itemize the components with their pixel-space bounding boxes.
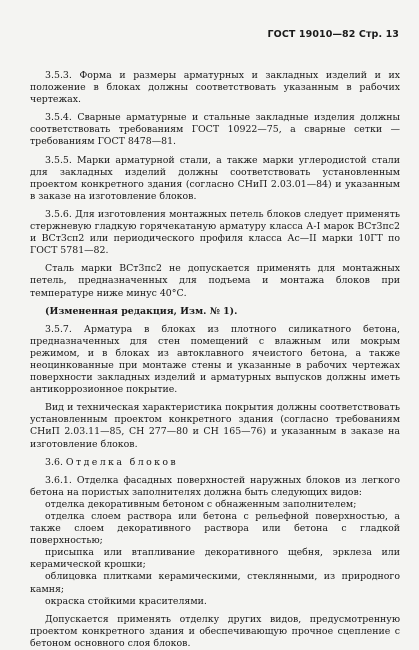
paragraph-3-6-1: 3.6.1. Отделка фасадных поверхностей наружных блоков из легкого бетона на пористых заполнителях должна быть следующих видов: — [30, 474, 400, 498]
paragraph-3-5-7: 3.5.7. Арматура в блоках из плотного силикатного бетона, предназначенных для стен помещений с влажным или мокрым режимом, и в блоках из автоклавного ячеистого бетона, а также неоцинкованные при монтаже стены и указанные в рабочих чертежах поверхности закладных изделий и арматурных выпусков должны иметь антикоррозионное покрытие. — [30, 323, 400, 396]
section-heading-3-6 — [30, 457, 400, 469]
finish-item-5: окраска стойкими красителями. — [45, 595, 207, 607]
paragraph-3-5-5: 3.5.5. Марки арматурной стали, а также марки углеродистой стали для закладных изделий должны соответствовать установленным проектом конкретного здания (согласно СНиП 2.03.01—84) и указанным в заказе на изготовление блоков. — [30, 154, 400, 202]
section-title: Отделка блоков — [65, 456, 179, 468]
paragraph-other-finish: Допускается применять отделку других видов, предусмотренную проектом конкретного здания и обеспечивающую прочное сцепление с бетоном основного слоя блоков. — [30, 613, 400, 649]
paragraph-steel-note: Сталь марки ВСт3пс2 не допускается применять для монтажных петель, предназначенных для подъема и монтажа блоков при температуре ниже минус 40°С. — [30, 263, 400, 299]
amendment-note: (Измененная редакция, Изм. № 1). — [45, 305, 238, 317]
paragraph-3-5-3: 3.5.3. Форма и размеры арматурных и закладных изделий и их положение в блоках должны соответствовать указанным в рабочих чертежах. — [30, 70, 400, 106]
finish-item-4: облицовка плитками керамическими, стеклянными, из природного камня; — [30, 571, 400, 595]
paragraph-3-5-6: 3.5.6. Для изготовления монтажных петель блоков следует применять стержневую гладкую горячекатаную арматуру класса А-I марок ВСт3пс2 и ВСт3сп2 или периодического профиля класса Ас—II марки 10ГТ по ГОСТ 5781—82. — [30, 208, 400, 257]
finish-item-3: присыпка или втапливание декоративного щебня, эрклеза или керамической крошки; — [30, 547, 400, 571]
paragraph-3-5-4: 3.5.4. Сварные арматурные и стальные закладные изделия должны соответствовать требованиям ГОСТ 10922—75, а сварные сетки — требованиям ГОСТ 8478—81. — [30, 112, 400, 148]
finish-item-2: отделка слоем раствора или бетона с рельефной поверхностью, а также слоем декоративного раствора или бетона с гладкой поверхностью; — [30, 511, 400, 547]
finish-item-1: отделка декоративным бетоном с обнаженным заполнителем; — [45, 498, 357, 510]
document-body — [30, 70, 400, 650]
page-header: ГОСТ 19010—82 Стр. 13 — [267, 29, 399, 40]
paragraph-coating: Вид и техническая характеристика покрытия должны соответствовать установленным проектом конкретного здания (согласно требованиям СНиП 2.03.11—85, СН 277—80 и СН 165—76) и указанным в заказе на изготовление блоков. — [30, 402, 400, 450]
section-number: 3.6. — [45, 456, 63, 468]
